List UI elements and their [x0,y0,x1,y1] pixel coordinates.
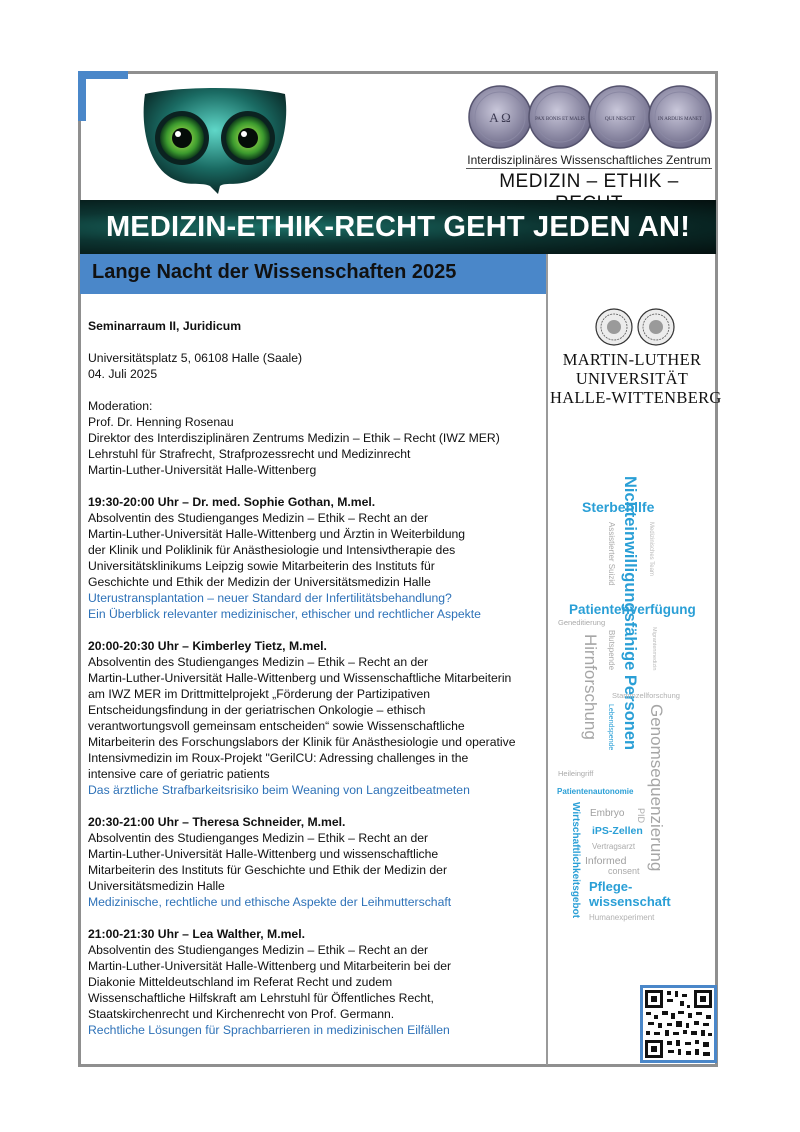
cloud-word: consent [608,866,640,876]
cloud-word: Lebendspende [607,704,614,751]
talk-bio-line: der Klinik und Poliklinik für Anästhesiologie und Intensivtherapie des [88,543,456,557]
coin-1-text: A Ω [489,110,511,125]
university-name-line: MARTIN-LUTHER [562,350,702,369]
cloud-word: Pflege- [589,879,633,894]
talk-bio-line: Entscheidungsfindung in der geriatrischen Onkologie – ethisch [88,703,426,717]
talk-bio-line: Universitätsklinikums Leipzig sowie Mitarbeiterin des Instituts für [88,559,435,573]
event-banner [80,254,547,294]
university-name-line: HALLE-WITTENBERG [550,388,722,407]
talk-bio-line: Absolventin des Studienganges Medizin – Ethik – Recht an der [88,831,429,845]
cloud-word: iPS-Zellen [592,825,643,837]
talk-bio-line: Intensivmedizin im Roux-Projekt "GerilCU: Adressing challenges in the [88,751,469,765]
talk-bio-line: Mitarbeiterin des Forschungslabors der Klinik für Anästhesiologie und operative [88,735,516,749]
cloud-word: Humanexperiment [589,913,655,922]
institute-rule [466,168,712,169]
cloud-word: Wirtschaftlichkeitsgebot [570,802,581,919]
moderation-label: Moderation: [88,399,153,413]
talk-bio-line: Geschichte und Ethik der Medizin der Universitätsmedizin Halle [88,575,431,589]
talk-heading: 20:30-21:00 Uhr – Theresa Schneider, M.mel. [88,815,346,829]
institute-title: MEDIZIN – ETHIK – [499,171,679,192]
event-title: Lange Nacht der Wissenschaften 2025 [92,261,457,283]
coin-2-text: PAX BONIS ET MALIS [535,117,585,122]
talk-heading: 21:00-21:30 Uhr – Lea Walther, M.mel. [88,927,305,941]
cloud-word: Embryo [590,808,625,819]
cloud-word: wissenschaft [589,894,671,909]
talk-bio-line: Martin-Luther-Universität Halle-Wittenberg und Mitarbeiterin bei der [88,959,452,973]
cloud-word: Geneditierung [558,618,606,627]
venue-date: 04. Juli 2025 [88,367,158,381]
talk-title: Rechtliche Lösungen für Sprachbarrieren in medizinischen Eilfällen [88,1023,450,1037]
talk-bio-line: Absolventin des Studienganges Medizin – Ethik – Recht an der [88,655,429,669]
talk-bio-line: verantwortungsvoll gemeinsam entscheiden“ sowie Wissenschaftliche [88,719,465,733]
cloud-word: Nichteinwilligungsfähige Personen [621,476,639,751]
talk-title: Medizinische, rechtliche und ethische Aspekte der Leihmutterschaft [88,895,452,909]
coin-4-text: IN ARDUIS MANET [658,117,702,122]
venue-room: Seminarraum II, Juridicum [88,319,242,333]
talk-bio-line: Wissenschaftliche Hilfskraft am Lehrstuhl für Öffentliches Recht, [88,991,434,1005]
coin-seals-logo [468,84,713,150]
word-cloud [555,472,715,932]
coin-3-text: QUI NESCIT [604,116,636,122]
talk-heading: 20:00-20:30 Uhr – Kimberley Tietz, M.mel. [88,639,327,653]
banner-title: MEDIZIN-ETHIK-RECHT GEHT JEDEN AN! [105,210,691,243]
cloud-word: Heileingriff [558,769,594,778]
corner-accent-vertical [78,71,86,121]
talk-title: Uterustransplantation – neuer Standard der Infertilitätsbehandlung? [88,591,452,605]
talk-bio-line: Martin-Luther-Universität Halle-Wittenberg und Wissenschaftliche Mitarbeiterin [88,671,512,685]
column-divider [546,254,548,1065]
cloud-word: Assistierter Suizid [607,522,616,586]
talk-bio-line: intensive care of geriatric patients [88,767,270,781]
cloud-word: Hirnforschung [581,634,600,740]
talk-bio-line: Staatskirchenrecht und Kirchenrecht von Prof. Germann. [88,1007,395,1021]
talk-bio-line: Martin-Luther-Universität Halle-Wittenberg und wissenschaftliche [88,847,439,861]
cloud-word: Blutspende [607,630,616,671]
qr-code[interactable] [640,985,717,1063]
cloud-word: Patientenautonomie [557,787,634,796]
cloud-word: Patientenverfügung [569,602,696,617]
talk-bio-line: Martin-Luther-Universität Halle-Wittenberg und Ärztin in Weiterbildung [88,527,466,541]
talk-bio-line: Mitarbeiterin des Instituts für Geschichte und Ethik der Medizin der [88,863,448,877]
talk-bio-line: Universitätsmedizin Halle [88,879,225,893]
moderation-line: Lehrstuhl für Strafrecht, Strafprozessrecht und Medizinrecht [88,447,411,461]
university-seal-logo [592,307,678,347]
talk-title: Ein Überblick relevanter medizinischer, ethischer und rechtlicher Aspekte [88,607,481,621]
cloud-word: Genomsequenzierung [647,704,666,872]
cloud-word: Stammzellforschung [612,691,680,700]
talk-bio-line: Absolventin des Studienganges Medizin – Ethik – Recht an der [88,511,429,525]
university-name [550,350,722,407]
owl-eyes-logo [140,86,290,196]
university-name-line: UNIVERSITÄT [575,369,689,388]
talk-bio-line: Absolventin des Studienganges Medizin – Ethik – Recht an der [88,943,429,957]
moderation-line: Direktor des Interdisziplinären Zentrums Medizin – Ethik – Recht (IWZ MER) [88,431,500,445]
venue-address: Universitätsplatz 5, 06108 Halle (Saale) [88,351,303,365]
cloud-word: Migrantenmedizin [651,627,657,671]
talk-bio-line: am IWZ MER im Drittmittelprojekt „Förderung der Partizipativen [88,687,431,701]
moderation-line: Prof. Dr. Henning Rosenau [88,415,234,429]
program-content [88,318,543,1038]
cloud-word: Vertragsarzt [592,842,636,851]
cloud-word: Medizinisches Team [648,522,654,576]
talk-title: Das ärztliche Strafbarkeitsrisiko beim Weaning von Langzeitbeatmeten [88,783,470,797]
talk-bio-line: Diakonie Mitteldeutschland im Referat Recht und zudem [88,975,393,989]
cloud-word: Informed [585,855,627,867]
institute-line: Interdisziplinäres Wissenschaftliches Zentrum [467,153,711,167]
moderation-line: Martin-Luther-Universität Halle-Wittenberg [88,463,317,477]
cloud-word: Sterbehilfe [582,499,655,515]
title-banner [80,200,716,254]
talk-heading: 19:30-20:00 Uhr – Dr. med. Sophie Gothan, M.mel. [88,495,376,509]
cloud-word: PID [636,808,646,824]
